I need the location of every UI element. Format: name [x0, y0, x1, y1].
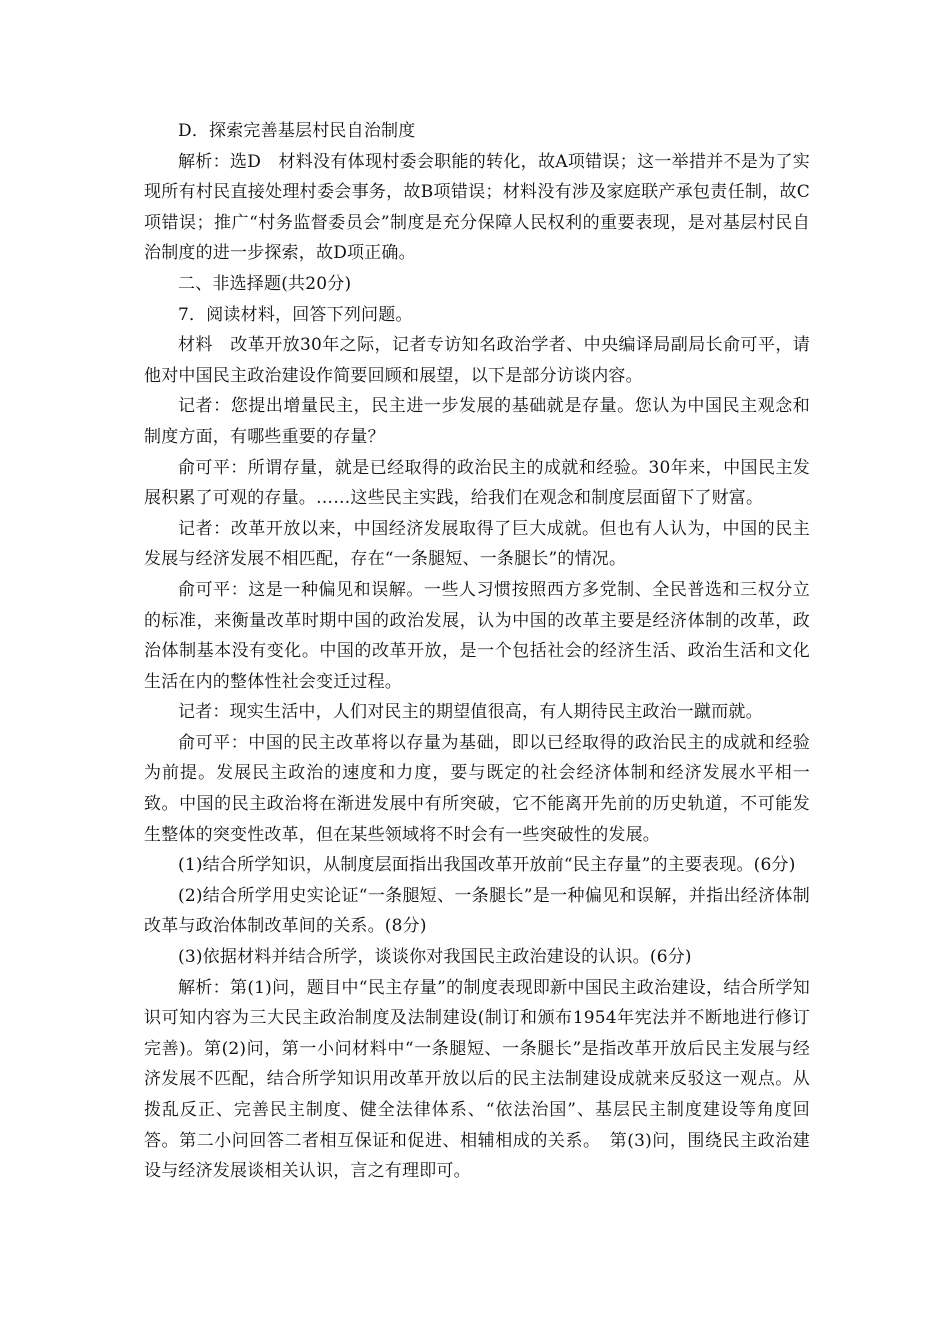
section-heading: 二、非选择题(共20分)	[178, 273, 352, 294]
option-d: D．探索完善基层村民自治制度	[178, 121, 416, 141]
question-7-prompt: 7．阅读材料，回答下列问题。	[178, 304, 413, 325]
interview-paragraph: 俞可平：这是一种偏见和误解。一些人习惯按照西方多党制、全民普选和三权分立的标准，来衡量改革时期中国的政治发展，认为中国的改革主要是经济体制的改革，政治体制基本没有变化。中国的改革开放，是一个包括社会的经济生活、政治生活和文化生活在内的整体性社会变迁过程。	[144, 579, 810, 692]
interview-paragraph: 记者：现实生活中，人们对民主的期望值很高，有人期待民主政治一蹴而就。	[178, 702, 763, 723]
sub-question-2: (2)结合所学用史实论证“一条腿短、一条腿长”是一种偏见和误解，并指出经济体制改革与政治体制改革间的关系。(8分)	[144, 885, 810, 937]
analysis-question-7: 解析：第(1)问，题目中“民主存量”的制度表现即新中国民主政治建设，结合所学知识可知内容为三大民主政治制度及法制建设(制订和颁布1954年宪法并不断地进行修订完善)。第(2)问，第一小问材料中“一条腿短、一条腿长”是指改革开放后民主发展与经济发展不匹配，结合所学知识用改革开放以后的民主法制建设成就来反驳这一观点。从拨乱反正、完善民主制度、健全法律体系、“依法治国”、基层民主制度建设等角度回答。第二小问回答二者相互保证和促进、相辅相成的关系。 第(3)问，围绕民主政治建设与经济发展谈相关认识，言之有理即可。	[144, 977, 810, 1182]
sub-question-3: (3)依据材料并结合所学，谈谈你对我国民主政治建设的认识。(6分)	[178, 947, 692, 968]
material-intro: 材料 改革开放30年之际，记者专访知名政治学者、中央编译局副局长俞可平，请他对中国民主政治建设作简要回顾和展望，以下是部分访谈内容。	[144, 335, 810, 386]
interview-paragraph: 记者：您提出增量民主，民主进一步发展的基础就是存量。您认为中国民主观念和制度方面，有哪些重要的存量？	[144, 396, 810, 447]
interview-paragraph: 俞可平：中国的民主改革将以存量为基础，即以已经取得的政治民主的成就和经验为前提。发展民主政治的速度和力度，要与既定的社会经济体制和经济发展水平相一致。中国的民主政治将在渐进发展中有所突破，它不能离开先前的历史轨道，不可能发生整体的突变性改革，但在某些领域将不时会有一些突破性的发展。	[144, 732, 810, 845]
document-body	[144, 116, 810, 1187]
interview-paragraph: 记者：改革开放以来，中国经济发展取得了巨大成就。但也有人认为，中国的民主发展与经济发展不相匹配，存在“一条腿短、一条腿长”的情况。	[144, 518, 810, 570]
interview-paragraph: 俞可平：所谓存量，就是已经取得的政治民主的成就和经验。30年来，中国民主发展积累了可观的存量。……这些民主实践，给我们在观念和制度层面留下了财富。	[144, 457, 810, 509]
sub-question-1: (1)结合所学知识，从制度层面指出我国改革开放前“民主存量”的主要表现。(6分)	[178, 855, 796, 876]
analysis-question-6: 解析：选D 材料没有体现村委会职能的转化，故A项错误；这一举措并不是为了实现所有村民直接处理村委会事务，故B项错误；材料没有涉及家庭联产承包责任制，故C项错误；推广“村务监督委员会”制度是充分保障人民权利的重要表现，是对基层村民自治制度的进一步探索，故D项正确。	[144, 151, 810, 264]
